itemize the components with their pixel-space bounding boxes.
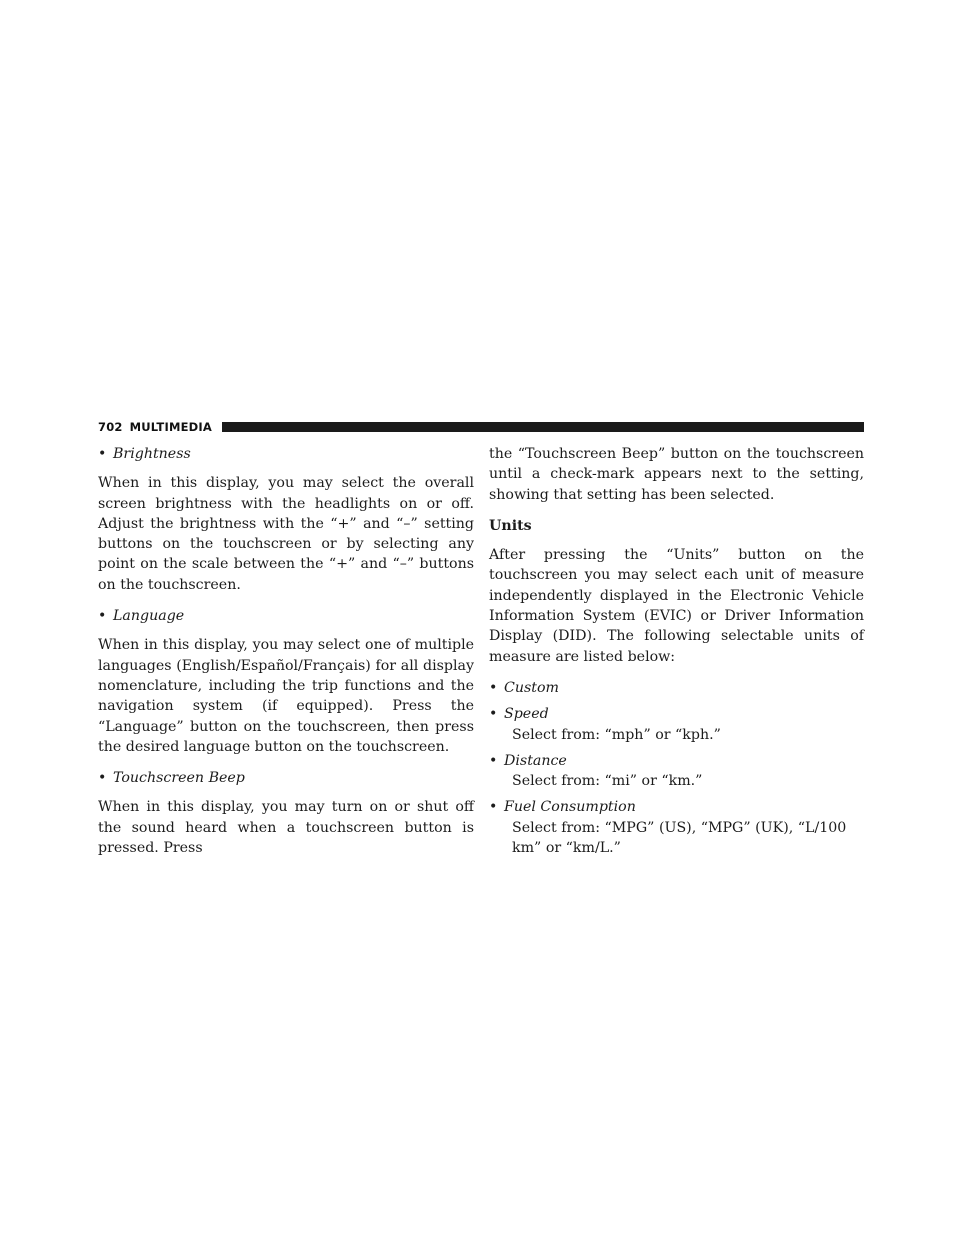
item-term: Distance (504, 752, 567, 769)
bullet-touchscreen-beep (98, 768, 474, 788)
bullet-brightness (98, 444, 474, 464)
bullet-language (98, 606, 474, 626)
left-column (98, 444, 474, 858)
header-rule (222, 422, 864, 432)
list-item-custom (489, 678, 864, 698)
bullet-icon: • (98, 446, 107, 462)
bullet-icon: • (489, 752, 498, 769)
list-item-fuel-consumption (489, 797, 864, 817)
item-term: Custom (504, 679, 559, 696)
units-text: After pressing the “Units” button on the touchscreen you may select each unit of measure independently displayed in the Electronic Vehicle Information System (EVIC) or Driver Information Display (DID). The following selectable units of measure are listed below: (489, 547, 864, 665)
item-term: Speed (504, 706, 549, 723)
item-detail: Select from: “mi” or “km.” (512, 773, 703, 790)
beep-continued-text: the “Touchscreen Beep” button on the touchscreen until a check-mark appears next to the setting, showing that setting has been selected. (489, 446, 864, 503)
section-title: MULTIMEDIA (129, 420, 212, 434)
brightness-text: When in this display, you may select the overall screen brightness with the headlights on or off. Adjust the brightness with the “+” and “–” setting buttons on the touchscreen or by selecting any point on the scale between the “+” and “–” buttons on the touchscreen. (98, 475, 474, 593)
item-detail: Select from: “mph” or “kph.” (512, 726, 721, 743)
list-item-distance (489, 751, 864, 771)
language-term: Language (113, 608, 185, 625)
bullet-icon: • (489, 706, 498, 723)
beep-text: When in this display, you may turn on or shut off the sound heard when a touchscreen button is pressed. Press (98, 799, 474, 857)
language-text: When in this display, you may select one of multiple languages (English/Español/Français) for all display nomenclature, including the trip functions and the navigation system (if equipped). Press the “Language” button on the touchscreen, then press the desired language button on the touchscreen. (98, 637, 474, 755)
units-heading: Units (489, 517, 532, 534)
bullet-icon: • (489, 679, 498, 696)
item-detail: Select from: “MPG” (US), “MPG” (UK), “L/100 km” or “km/L.” (512, 819, 847, 857)
bullet-icon: • (489, 799, 498, 816)
page-number: 702 (98, 420, 123, 434)
page-header (98, 418, 864, 436)
brightness-term: Brightness (113, 446, 191, 462)
bullet-icon: • (98, 608, 107, 625)
beep-term: Touchscreen Beep (113, 770, 245, 787)
bullet-icon: • (98, 770, 107, 787)
list-item-speed (489, 704, 864, 724)
item-term: Fuel Consumption (504, 799, 636, 816)
right-column (489, 444, 864, 858)
